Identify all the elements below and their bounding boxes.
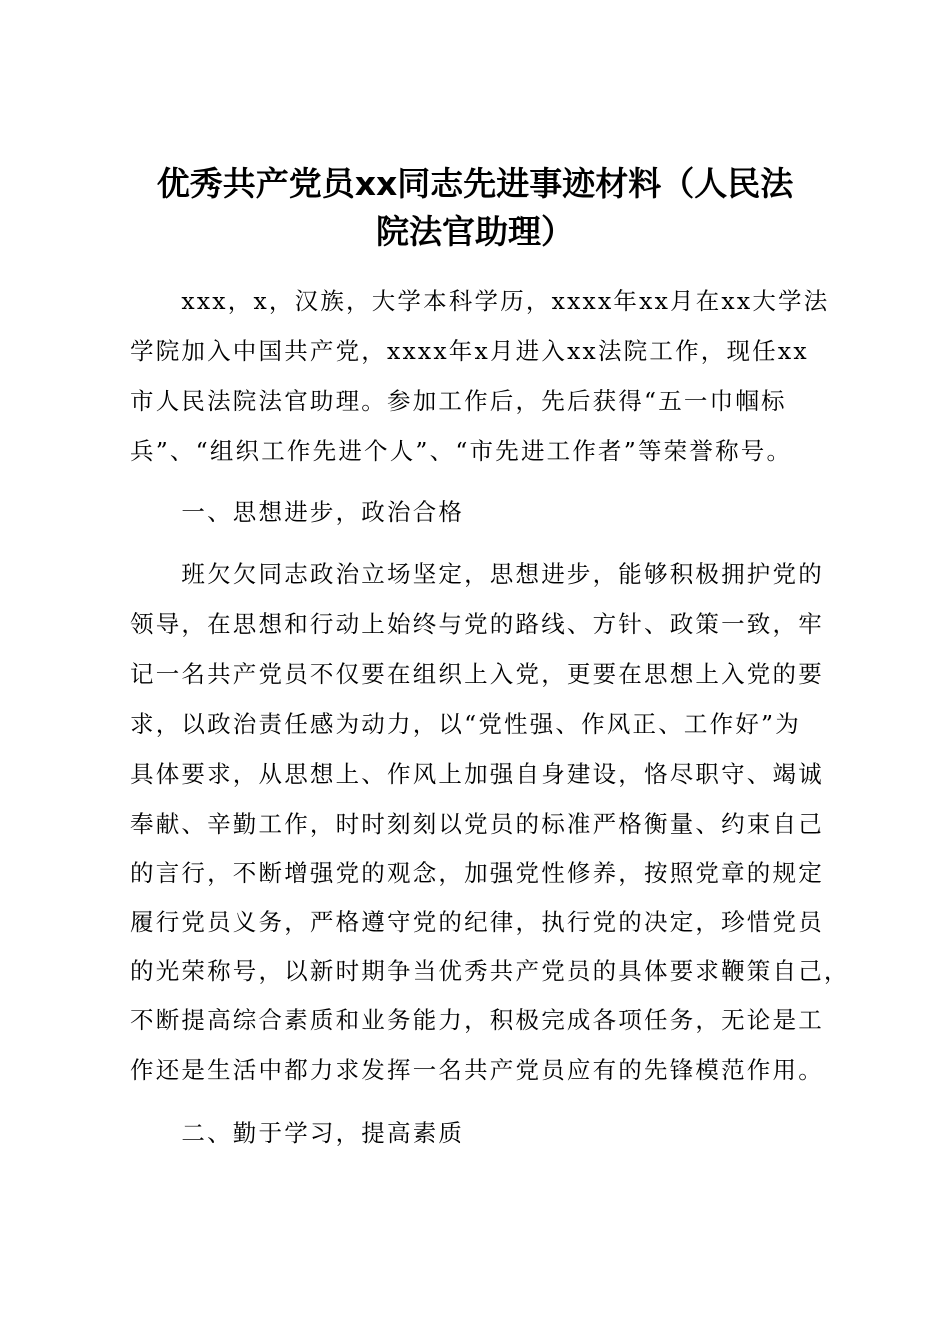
- section-1-heading: 一、思想进步，政治合格: [130, 498, 465, 526]
- section-1-line: 求，以政治责任感为动力，以“党性强、作风正、工作好”为: [130, 710, 801, 738]
- intro-line: 学院加入中国共产党，xxxx年x月进入xx法院工作，现任xx: [130, 337, 809, 365]
- section-2-heading: 二、勤于学习，提高素质: [130, 1119, 465, 1147]
- intro-line: 兵”、“组织工作先进个人”、“市先进工作者”等荣誉称号。: [130, 437, 793, 465]
- section-1-line: 的言行，不断增强党的观念，加强党性修养，按照党章的规定: [130, 859, 824, 887]
- section-1-line: 奉献、辛勤工作，时时刻刻以党员的标准严格衡量、约束自己: [130, 810, 824, 838]
- section-1-line: 具体要求，从思想上、作风上加强自身建设，恪尽职守、竭诚: [130, 760, 824, 788]
- intro-line: xxx，x，汉族，大学本科学历，xxxx年xx月在xx大学法: [130, 287, 830, 315]
- section-1-line: 班欠欠同志政治立场坚定，思想进步，能够积极拥护党的: [130, 560, 824, 588]
- section-1-line: 的光荣称号，以新时期争当优秀共产党员的具体要求鞭策自己，: [130, 957, 850, 985]
- section-1-line: 记一名共产党员不仅要在组织上入党，更要在思想上入党的要: [130, 660, 824, 688]
- document-title-line-2: 院法官助理）: [376, 212, 574, 251]
- intro-line: 市人民法院法官助理。参加工作后，先后获得“五一巾帼标: [130, 387, 787, 415]
- section-1-line: 不断提高综合素质和业务能力，积极完成各项任务，无论是工: [130, 1006, 824, 1034]
- section-1-line: 领导，在思想和行动上始终与党的路线、方针、政策一致，牢: [130, 610, 824, 638]
- section-1-line: 作还是生活中都力求发挥一名共产党员应有的先锋模范作用。: [130, 1056, 824, 1084]
- section-1-line: 履行党员义务，严格遵守党的纪律，执行党的决定，珍惜党员: [130, 908, 824, 936]
- document-title-line-1: 优秀共产党员xx同志先进事迹材料（人民法: [156, 164, 794, 203]
